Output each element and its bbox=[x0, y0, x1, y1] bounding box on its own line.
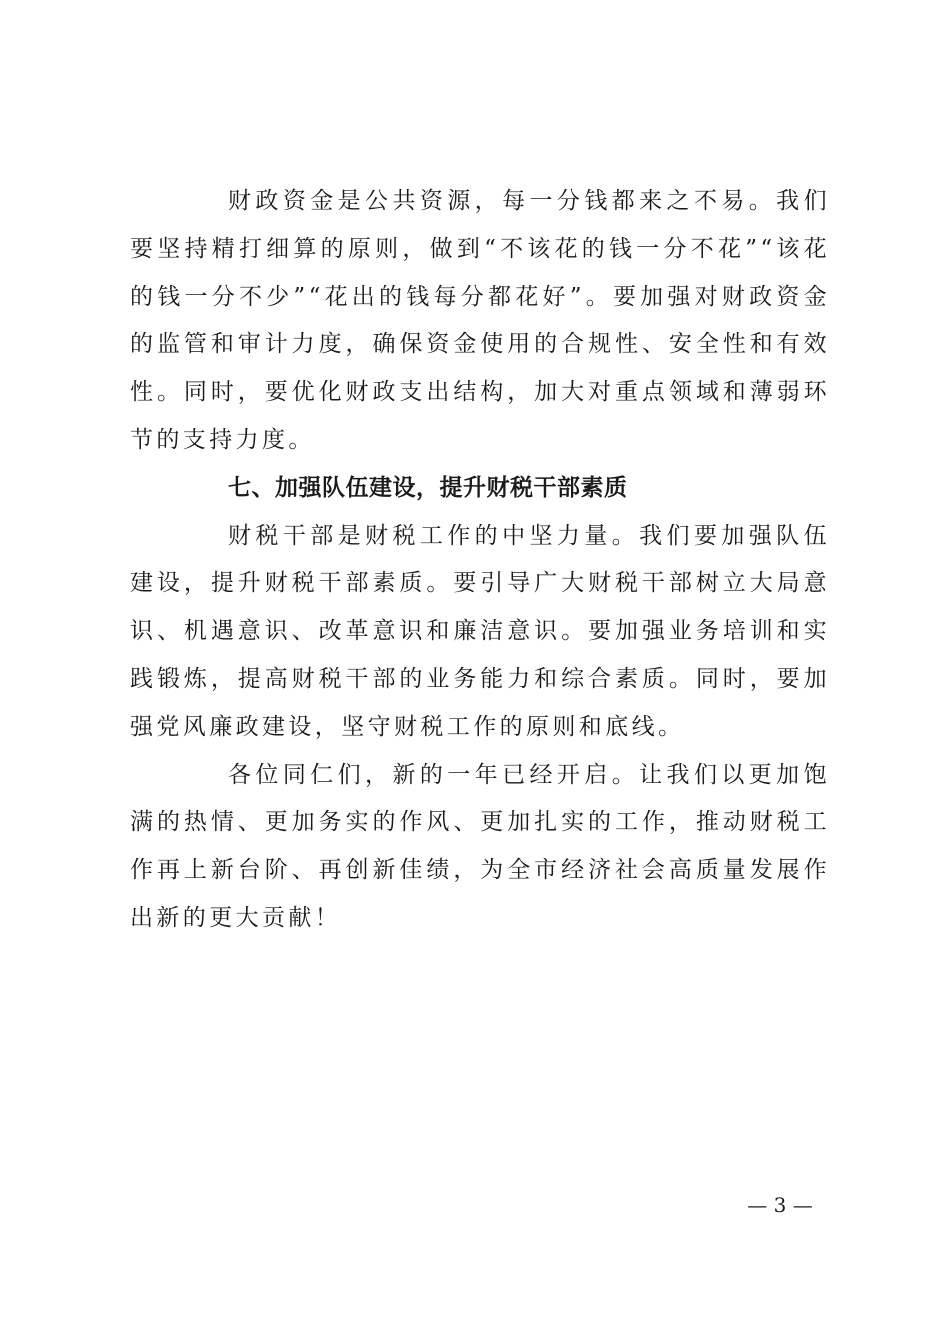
paragraph-fund-management: 财政资金是公共资源，每一分钱都来之不易。我们要坚持精打细算的原则，做到“不该花的钱一分不花”“该花的钱一分不少”“花出的钱每分都花好”。要加强对财政资金的监管和审计力度，确保资金使用的合规性、安全性和有效性。同时，要优化财政支出结构，加大对重点领域和薄弱环节的支持力度。 bbox=[130, 188, 830, 453]
section-heading-seven: 七、加强队伍建设，提升财税干部素质 bbox=[228, 474, 628, 501]
document-body bbox=[130, 178, 830, 943]
page-number: — 3 — bbox=[747, 1193, 813, 1217]
paragraph-team-building: 财税干部是财税工作的中坚力量。我们要加强队伍建设，提升财税干部素质。要引导广大财税干部树立大局意识、机遇意识、改革意识和廉洁意识。要加强业务培训和实践锻炼，提高财税干部的业务能力和综合素质。同时，要加强党风廉政建设，坚守财税工作的原则和底线。 bbox=[130, 522, 830, 740]
paragraph-closing: 各位同仁们，新的一年已经开启。让我们以更加饱满的热情、更加务实的作风、更加扎实的工作，推动财税工作再上新台阶、再创新佳绩，为全市经济社会高质量发展作出新的更大贡献！ bbox=[130, 761, 830, 931]
